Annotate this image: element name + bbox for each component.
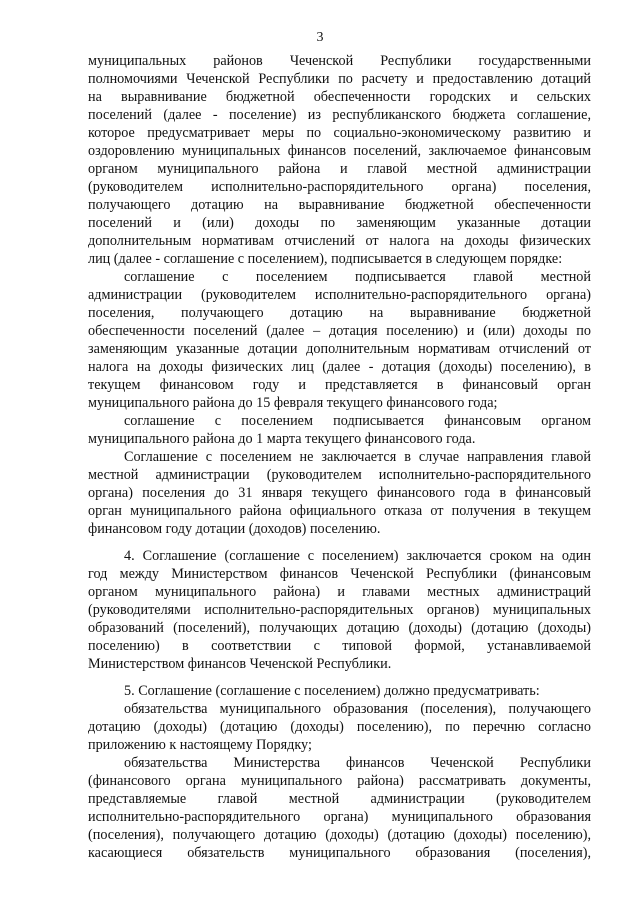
text-line: (руководителем исполнительно-распорядительного органа) поселения, xyxy=(88,179,591,195)
text-line: приложению к настоящему Порядку; xyxy=(88,737,312,753)
text-line: дополнительным нормативам отчислений от налога на доходы физических xyxy=(88,233,591,249)
text-line: 5. Соглашение (соглашение с поселением) должно предусматривать: xyxy=(124,683,540,699)
text-line: поселений (далее - поселение) из республиканского бюджета соглашение, xyxy=(88,107,591,123)
text-line: местной администрации (руководителем исполнительно-распорядительного xyxy=(88,467,591,483)
text-line: администрации (руководителем исполнительно-распорядительного органа) xyxy=(88,287,591,303)
text-line: поселений и (или) доходы по заменяющим указанные дотации xyxy=(88,215,591,231)
text-line: финансовом году дотации (доходов) поселению. xyxy=(88,521,381,537)
text-line: (руководителями исполнительно-распорядительных органов) муниципальных xyxy=(88,602,591,618)
text-line: Соглашение с поселением не заключается в случае направления главой xyxy=(124,449,591,465)
text-line: органом муниципального района) и главами местных администраций xyxy=(88,584,591,600)
text-line: органа) поселения до 31 января текущего финансового года в финансовый xyxy=(88,485,591,501)
text-line: Министерством финансов Чеченской Республики. xyxy=(88,656,392,672)
text-line: (поселения), получающего дотацию (доходы) (дотацию (доходы) поселению), xyxy=(88,827,591,843)
text-line: год между Министерством финансов Чеченской Республики (финансовым xyxy=(88,566,591,582)
text-line: на выравнивание бюджетной обеспеченности городских и сельских xyxy=(88,89,591,105)
text-line: которое предусматривает меры по социально-экономическому развитию и xyxy=(88,125,591,141)
text-line: обязательства Министерства финансов Чеченской Республики xyxy=(124,755,591,771)
text-line: муниципальных районов Чеченской Республики государственными xyxy=(88,53,591,69)
text-line: касающиеся обязательств муниципального образования (поселения), xyxy=(88,845,591,861)
text-line: образований (поселений), получающих дотацию (доходы) (дотацию (доходы) xyxy=(88,620,591,636)
text-line: оздоровлению муниципальных финансов поселений, заключаемое финансовым xyxy=(88,143,591,159)
text-line: соглашение с поселением подписывается финансовым органом xyxy=(124,413,591,429)
text-line: соглашение с поселением подписывается главой местной xyxy=(124,269,591,285)
page-number: 3 xyxy=(316,30,324,45)
text-line: (финансового органа муниципального района) рассматривать документы, xyxy=(88,773,591,789)
text-line: обеспеченности поселений (далее – дотация поселению) и (или) доходы по xyxy=(88,323,591,339)
text-line: исполнительно-распорядительного органа) муниципального образования xyxy=(88,809,591,825)
text-line: текущем финансовом году и представляется в финансовый орган xyxy=(88,377,591,393)
text-line: дотацию (доходы) (дотацию (доходы) поселению), по перечню согласно xyxy=(88,719,591,735)
text-line: заменяющим указанные дотации дополнительным нормативам отчислений от xyxy=(88,341,591,357)
text-line: обязательства муниципального образования (поселения), получающего xyxy=(124,701,591,717)
text-line: налога на доходы физических лиц (далее - дотация (доходы) поселению), в xyxy=(88,359,591,375)
text-line: лиц (далее - соглашение с поселением), подписывается в следующем порядке: xyxy=(88,251,563,267)
text-line: представляемые главой местной администрации (руководителем xyxy=(88,791,591,807)
text-line: поселения, получающего дотацию на выравнивание бюджетной xyxy=(88,305,591,321)
text-line: поселению) в соответствии с типовой формой, устанавливаемой xyxy=(88,638,591,654)
text-line: орган муниципального района официального отказа от получения в текущем xyxy=(88,503,591,519)
text-line: органом муниципального района и главой местной администрации xyxy=(88,161,591,177)
document-body xyxy=(88,52,591,862)
text-line: муниципального района до 15 февраля текущего финансового года; xyxy=(88,395,498,411)
text-line: муниципального района до 1 марта текущего финансового года. xyxy=(88,431,476,447)
text-line: 4. Соглашение (соглашение с поселением) заключается сроком на один xyxy=(124,548,591,564)
text-line: полномочиями Чеченской Республики по расчету и предоставлению дотаций xyxy=(88,71,591,87)
text-line: получающего дотацию на выравнивание бюджетной обеспеченности xyxy=(88,197,591,213)
